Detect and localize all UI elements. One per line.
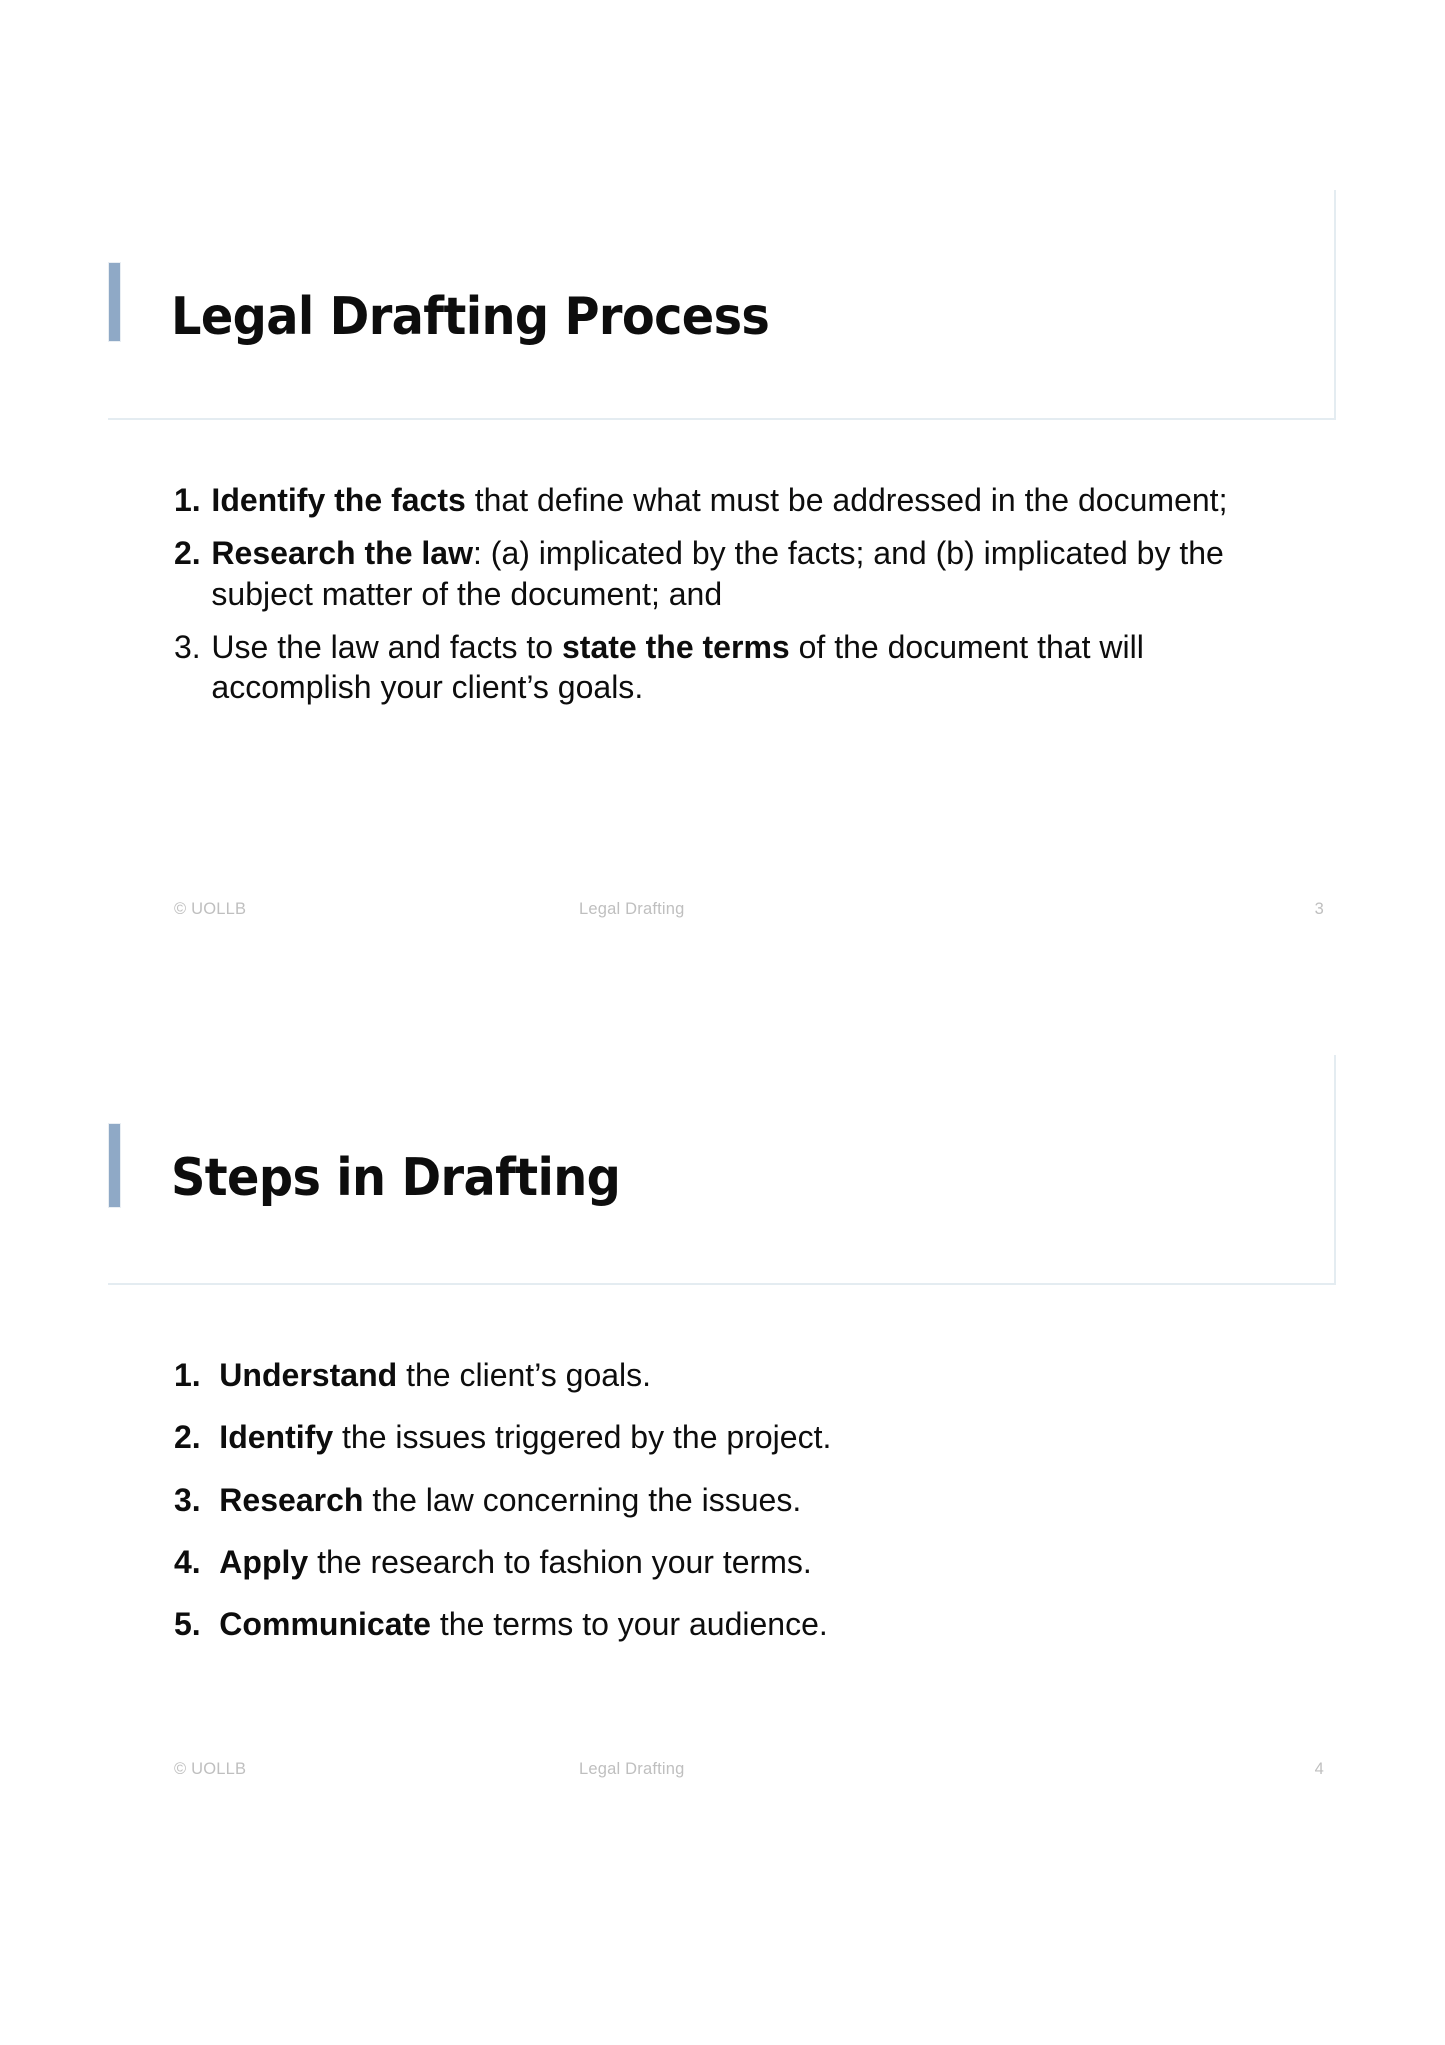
list-item-lead: state the terms	[561, 628, 790, 665]
list-item	[174, 480, 1267, 520]
list-item-marker: 5.	[174, 1606, 201, 1643]
list-item-text	[211, 533, 1267, 614]
list-item-marker: 1.	[174, 1357, 201, 1393]
list-item-text	[211, 480, 1267, 520]
list-item-lead: Research the law	[211, 535, 473, 572]
list-item-marker: 4.	[174, 1543, 201, 1580]
list-item-lead: Identify	[219, 1419, 334, 1456]
slide-body-2	[174, 1355, 1284, 1666]
page-title: Steps in Drafting	[171, 1147, 621, 1208]
list-item-rest: that define what must be addressed in the document;	[465, 482, 1228, 518]
footer-subject: Legal Drafting	[579, 900, 685, 918]
list-item-rest: the client’s goals.	[397, 1357, 652, 1393]
page-title: Legal Drafting Process	[171, 286, 770, 347]
list-item-text	[219, 1480, 1267, 1520]
slide-header-1	[108, 190, 1336, 420]
list-item-rest: of the document that will accomplish your client’s goals.	[211, 628, 1144, 706]
list-item-text	[219, 1542, 1267, 1582]
list-item	[174, 1417, 1267, 1457]
list-item-lead: Research	[219, 1481, 364, 1518]
footer-page-number: 3	[1314, 900, 1324, 918]
footer-copyright: © UOLLB	[174, 900, 247, 918]
list-item-text	[211, 627, 1267, 708]
list-item-marker: 1.	[174, 482, 201, 518]
title-accent-bar-icon	[108, 1123, 121, 1208]
footer-copyright: © UOLLB	[174, 1760, 247, 1778]
list-item-lead: Identify the facts	[211, 482, 466, 518]
list-item-marker: 2.	[174, 1419, 201, 1456]
list-item-lead: Apply	[219, 1543, 309, 1580]
list-item-rest: : (a) implicated by the facts; and (b) implicated by the subject matter of the document; and	[211, 535, 1224, 612]
list-item-rest: the terms to your audience.	[430, 1606, 828, 1643]
list-item-marker: 3.	[174, 1481, 201, 1518]
list-item	[174, 1542, 1267, 1582]
slide-footer-2	[174, 1760, 1324, 1779]
list-item-marker: 2.	[174, 535, 201, 572]
list-item-lead: Communicate	[219, 1606, 431, 1643]
footer-subject: Legal Drafting	[579, 1760, 685, 1778]
list-item	[174, 533, 1267, 614]
list-item	[174, 1355, 1267, 1395]
list-item	[174, 1604, 1267, 1644]
list-item	[174, 1480, 1267, 1520]
list-item	[174, 627, 1267, 708]
list-item-marker: 3.	[174, 628, 201, 665]
footer-page-number: 4	[1314, 1760, 1324, 1778]
slide-section-1	[108, 190, 1336, 918]
list-item-lead: Understand	[219, 1357, 398, 1393]
slide-body-1	[174, 480, 1284, 720]
slide-header-2	[108, 1055, 1336, 1285]
title-accent-bar-icon	[108, 262, 121, 342]
list-item-rest: the law concerning the issues.	[363, 1481, 802, 1518]
list-item-text	[219, 1355, 1267, 1395]
list-item-rest: the research to fashion your terms.	[308, 1543, 812, 1580]
list-item-text	[219, 1604, 1267, 1644]
list-item-rest: the issues triggered by the project.	[333, 1419, 832, 1456]
slide-footer-1	[174, 900, 1324, 919]
slide-section-2	[108, 1055, 1336, 1778]
list-item-pre: Use the law and facts to	[211, 628, 562, 665]
list-item-text	[219, 1417, 1267, 1457]
